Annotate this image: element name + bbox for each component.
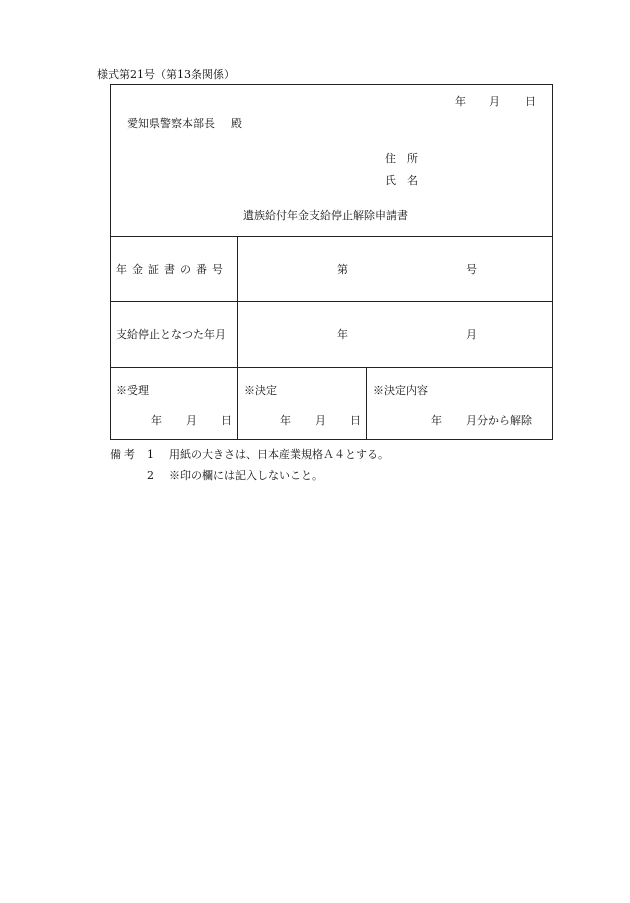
decision-year: 年 bbox=[280, 414, 291, 427]
decision-content-label: ※決定内容 bbox=[373, 384, 428, 397]
date-month: 月 bbox=[489, 95, 500, 108]
certificate-number-prefix: 第 bbox=[337, 263, 348, 276]
received-month: 月 bbox=[186, 414, 197, 427]
rule-suspension-bottom bbox=[110, 367, 553, 368]
certificate-number-label: 年金証書の番号 bbox=[116, 263, 228, 276]
rule-label-column bbox=[237, 236, 238, 440]
suspension-month: 月 bbox=[466, 328, 477, 341]
date-year: 年 bbox=[455, 95, 466, 108]
address-label-2: 所 bbox=[407, 152, 418, 165]
note-2-number: 2 bbox=[147, 469, 154, 482]
addressee: 愛知県警察本部長 bbox=[127, 117, 215, 130]
address-label-1: 住 bbox=[385, 152, 396, 165]
suspension-date-label: 支給停止となつた年月 bbox=[116, 328, 226, 341]
rule-header-bottom bbox=[110, 236, 553, 237]
decision-day: 日 bbox=[350, 414, 361, 427]
date-day: 日 bbox=[525, 95, 536, 108]
decision-month: 月 bbox=[315, 414, 326, 427]
decision-content-month-text: 月分から解除 bbox=[466, 414, 532, 427]
document-title: 遺族給付年金支給停止解除申請書 bbox=[243, 209, 408, 222]
addressee-honorific: 殿 bbox=[231, 117, 242, 130]
suspension-year: 年 bbox=[337, 328, 348, 341]
form-frame bbox=[110, 84, 553, 440]
name-label-1: 氏 bbox=[385, 174, 396, 187]
name-label-2: 名 bbox=[407, 174, 418, 187]
certificate-number-suffix: 号 bbox=[466, 263, 477, 276]
decision-content-year: 年 bbox=[431, 414, 442, 427]
decision-label: ※決定 bbox=[244, 384, 277, 397]
received-label: ※受理 bbox=[116, 384, 149, 397]
notes-heading: 備考 bbox=[110, 448, 138, 461]
rule-office-column bbox=[366, 367, 367, 440]
note-1-number: 1 bbox=[147, 448, 154, 461]
received-day: 日 bbox=[221, 414, 232, 427]
form-number: 様式第21号（第13条関係） bbox=[97, 68, 235, 81]
note-1-text: 用紙の大きさは、日本産業規格Ａ４とする。 bbox=[169, 448, 389, 461]
rule-certificate-bottom bbox=[110, 301, 553, 302]
received-year: 年 bbox=[151, 414, 162, 427]
note-2-text: ※印の欄には記入しないこと。 bbox=[169, 469, 323, 482]
